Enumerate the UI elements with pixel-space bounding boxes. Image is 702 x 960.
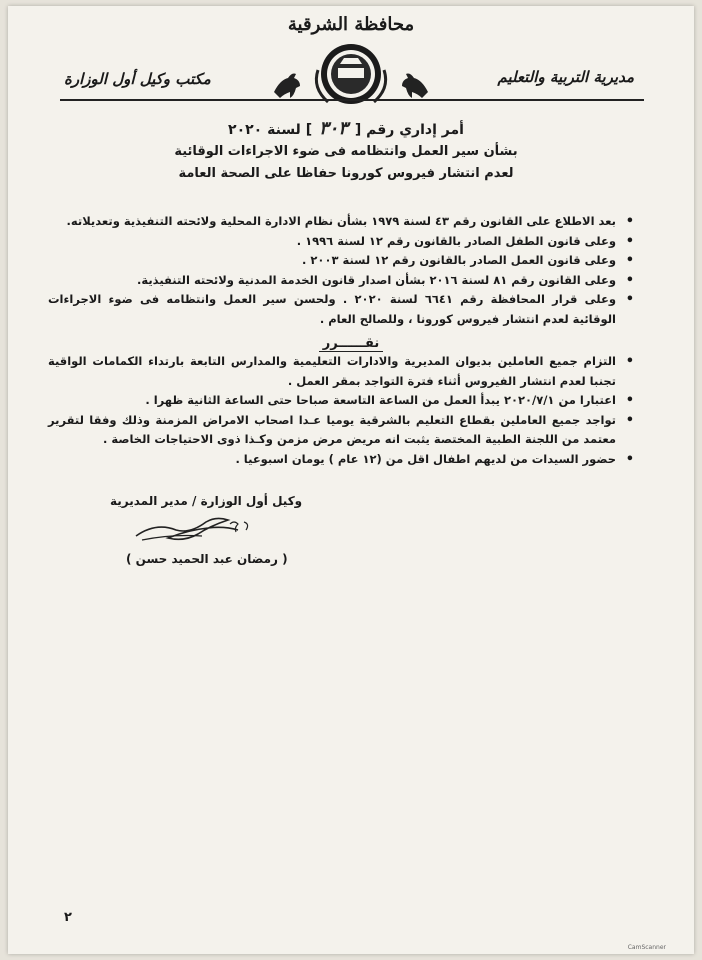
governorate-heading: محافظة الشرقية [287,14,415,35]
preamble-list [48,212,636,329]
decree-prefix: أمر إداري رقم [ [354,122,464,138]
page-number: ٢ [64,910,72,925]
decree-subject-line-2: لعدم انتشار فيروس كورونا حفاظا على الصحة العامة [178,166,514,181]
decision-item: • التزام جميع العاملين بديوان المديرية والادارات التعليمية والمدارس التابعة بارتداء الكمامات الواقية تجنبا لعدم انتشار الفيروس أثناء فترة التواجد بمقر العمل . [48,352,636,391]
decision-item: • اعتبارا من ٢٠٢٠/٧/١ يبدأ العمل من الساعة التاسعة صباحا حتى الساعة الثانية ظهرا . [48,391,636,411]
preamble-item: • وعلى قانون الطفل الصادر بالقانون رقم ١٢ لسنة ١٩٩٦ . [48,232,636,252]
signatory-title: وكيل أول الوزارة / مدير المديرية [110,494,303,508]
office-name: مكتب وكيل أول الوزارة [64,70,211,88]
decree-number: ٣٠٣ [318,118,348,139]
preamble-item: • وعلى القانون رقم ٨١ لسنة ٢٠١٦ بشأن اصدار قانون الخدمة المدنية ولائحته التنفيذية. [48,271,636,291]
decision-item: • تواجد جميع العاملين بقطاع التعليم بالشرقية يوميا عـدا اصحاب الامراض المزمنة وذلك وفقا لتقرير معتمد من اللجنة الطبية المختصة يثبت انه مريض مرض مزمن وكـذا ذوى الاحتياجات الخاصة . [48,411,636,450]
scanner-watermark: CamScanner [627,944,666,951]
decree-title [138,118,554,141]
handwritten-signature-icon [126,510,266,552]
header-divider [60,99,644,101]
decide-heading [8,336,694,351]
decisions-list [48,352,636,469]
directorate-name: مديرية التربية والتعليم [497,68,634,86]
document-page [8,6,694,954]
preamble-item: • وعلى قرار المحافظة رقم ٦٦٤١ لسنة ٢٠٢٠ . ولحسن سير العمل وانتظامه فى ضوء الاجراءات الوقائية لعدم انتشار فيروس كورونا ، وللصالح العام . [48,290,636,329]
preamble-item: • وعلى قانون العمل الصادر بالقانون رقم ١٢ لسنة ٢٠٠٣ . [48,251,636,271]
decree-suffix: ] لسنة ٢٠٢٠ [228,122,313,138]
decide-heading-text: نقــــــرر [319,336,383,352]
signatory-name: ( رمضان عبد الحميد حسن ) [126,552,288,566]
decree-subject-line-1: بشأن سير العمل وانتظامه فى ضوء الاجراءات الوقائية [174,144,518,159]
decree-titles [138,118,554,185]
preamble-item: • بعد الاطلاع على القانون رقم ٤٣ لسنة ١٩٧٩ بشأن نظام الادارة المحلية ولائحته التنفيذية وتعديلاته. [48,212,636,232]
decision-item: • حضور السيدات من لديهم اطفال اقل من (١٢ عام ) يومان اسبوعيا . [48,450,636,470]
